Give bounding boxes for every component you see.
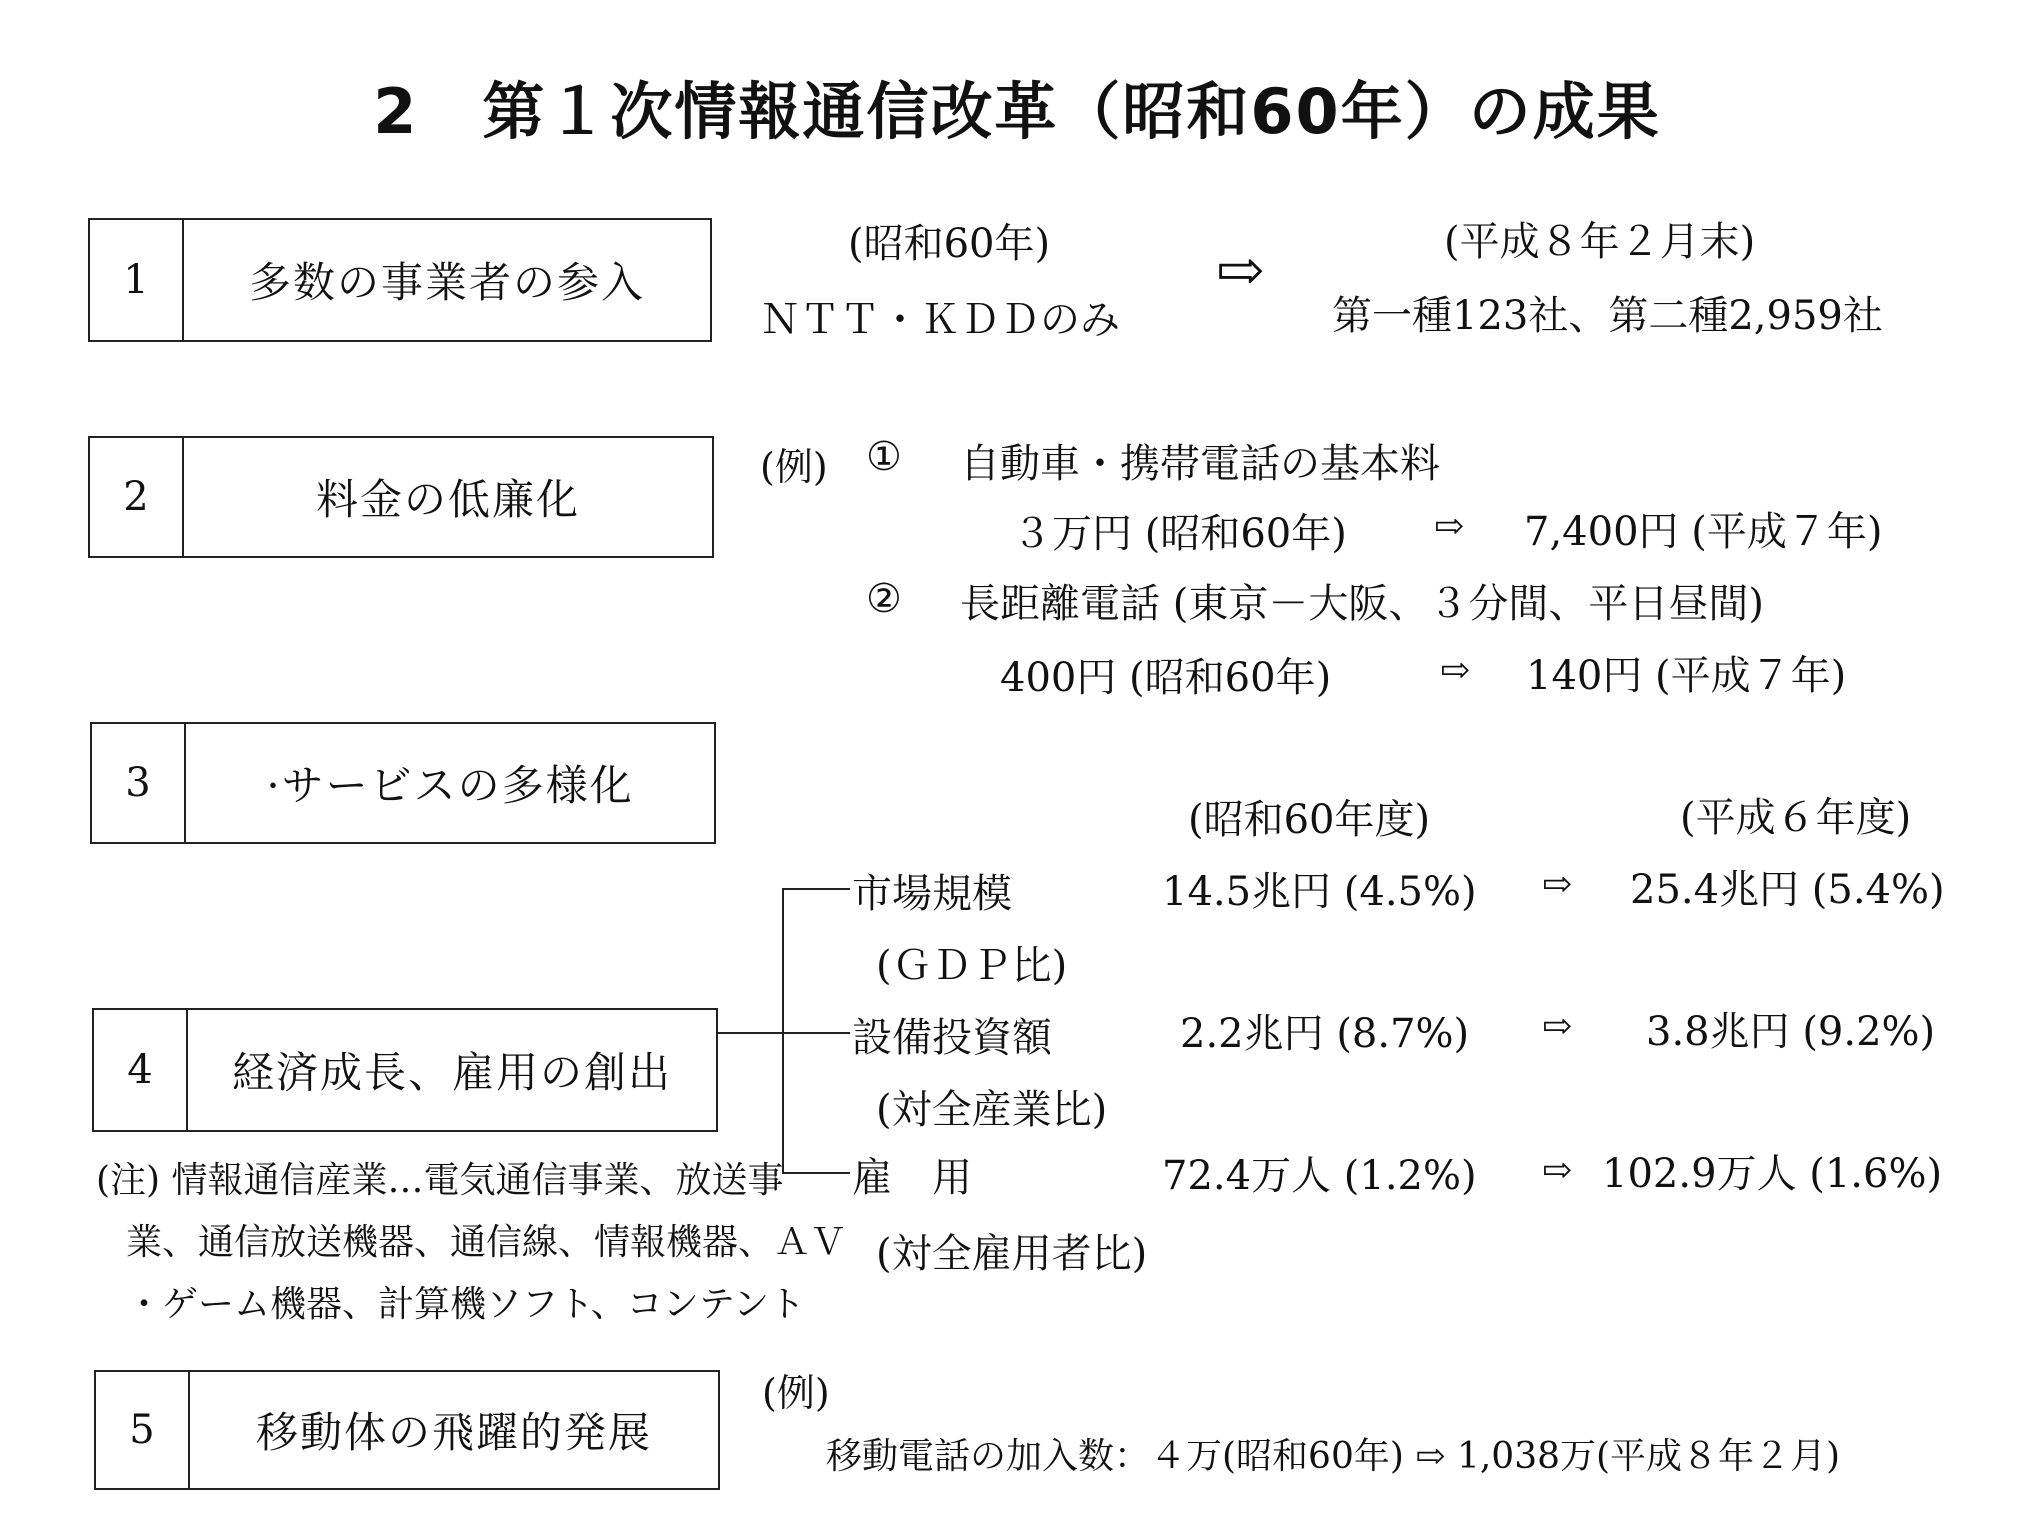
s2-item2-before: 400円 (昭和60年) bbox=[1000, 655, 1332, 701]
section-label: 多数の事業者の参入 bbox=[248, 258, 645, 307]
section-label: 移動体の飛躍的発展 bbox=[255, 1408, 652, 1457]
s4-heading-after: (平成６年度) bbox=[1680, 795, 1912, 841]
s4-row2-arrow-icon: ⇨ bbox=[1542, 1006, 1573, 1047]
section-label: ·サービスの多様化 bbox=[266, 761, 634, 810]
section-3-box bbox=[90, 722, 716, 844]
s2-item2-after: 140円 (平成７年) bbox=[1526, 653, 1847, 699]
s4-row2-after: 3.8兆円 (9.2%) bbox=[1646, 1009, 1936, 1055]
s4-row2-before: 2.2兆円 (8.7%) bbox=[1180, 1011, 1470, 1057]
section-number: 4 bbox=[94, 1010, 188, 1130]
s2-example-label: (例) bbox=[760, 445, 828, 489]
bracket-middle-line bbox=[718, 1032, 850, 1034]
section-number: 5 bbox=[96, 1372, 190, 1488]
s1-after-heading: (平成８年２月末) bbox=[1444, 219, 1756, 265]
note-line-2: 業、通信放送機器、通信線、情報機器、ＡＶ bbox=[126, 1222, 847, 1263]
section-number: 2 bbox=[90, 438, 184, 556]
s1-before-value: ＮＴＴ・ＫＤＤのみ bbox=[760, 297, 1120, 343]
section-number: 3 bbox=[92, 724, 186, 842]
s4-row1-sub: (ＧＤＰ比) bbox=[876, 943, 1068, 989]
s4-row2-sub: (対全産業比) bbox=[876, 1087, 1108, 1133]
s4-row3-sub: (対全雇用者比) bbox=[876, 1231, 1148, 1277]
s2-item1-arrow-icon: ⇨ bbox=[1434, 506, 1465, 547]
s4-row3-label: 雇 用 bbox=[852, 1155, 972, 1201]
section-label: 料金の低廉化 bbox=[315, 475, 580, 524]
s4-row3-before: 72.4万人 (1.2%) bbox=[1162, 1153, 1477, 1199]
s4-row3-after: 102.9万人 (1.6%) bbox=[1602, 1151, 1943, 1197]
section-1-box bbox=[88, 218, 712, 342]
bracket-bottom-line bbox=[782, 1172, 850, 1174]
s4-row1-after: 25.4兆円 (5.4%) bbox=[1630, 867, 1945, 913]
s2-item1-label: 自動車・携帯電話の基本料 bbox=[960, 441, 1440, 487]
s1-after-value: 第一種123社、第二種2,959社 bbox=[1332, 293, 1883, 339]
s5-example-label: (例) bbox=[762, 1371, 830, 1415]
s5-text: 移動電話の加入数：４万(昭和60年) ⇨ 1,038万(平成８年２月) bbox=[826, 1436, 1841, 1477]
s4-row1-before: 14.5兆円 (4.5%) bbox=[1162, 869, 1477, 915]
section-number: 1 bbox=[90, 220, 184, 340]
s2-item2-arrow-icon: ⇨ bbox=[1440, 650, 1471, 691]
s2-item2-label: 長距離電話 (東京－大阪、３分間、平日昼間) bbox=[960, 581, 1764, 627]
section-2-box bbox=[88, 436, 714, 558]
s2-item2-mark: ② bbox=[866, 576, 902, 622]
s2-item1-before: ３万円 (昭和60年) bbox=[1012, 511, 1347, 557]
s2-item1-mark: ① bbox=[866, 434, 902, 480]
section-4-box bbox=[92, 1008, 718, 1132]
note-line-3: ・ゲーム機器、計算機ソフト、コンテント bbox=[126, 1284, 805, 1325]
page-title: 2 第１次情報通信改革（昭和60年）の成果 bbox=[373, 75, 1661, 148]
section-5-box bbox=[94, 1370, 720, 1490]
s4-row1-label: 市場規模 bbox=[852, 871, 1012, 917]
bracket-vertical-line bbox=[782, 888, 784, 1174]
s1-arrow-icon: ⇨ bbox=[1216, 236, 1265, 304]
s2-item1-after: 7,400円 (平成７年) bbox=[1524, 509, 1883, 555]
section-label: 経済成長、雇用の創出 bbox=[231, 1048, 672, 1097]
note-line-1: (注) 情報通信産業…電気通信事業、放送事 bbox=[96, 1160, 784, 1201]
s4-row3-arrow-icon: ⇨ bbox=[1542, 1150, 1573, 1191]
s4-row2-label: 設備投資額 bbox=[852, 1015, 1052, 1061]
s4-row1-arrow-icon: ⇨ bbox=[1542, 864, 1573, 905]
s4-heading-before: (昭和60年度) bbox=[1188, 797, 1431, 843]
bracket-top-line bbox=[782, 888, 850, 890]
s1-before-heading: (昭和60年) bbox=[848, 221, 1051, 267]
